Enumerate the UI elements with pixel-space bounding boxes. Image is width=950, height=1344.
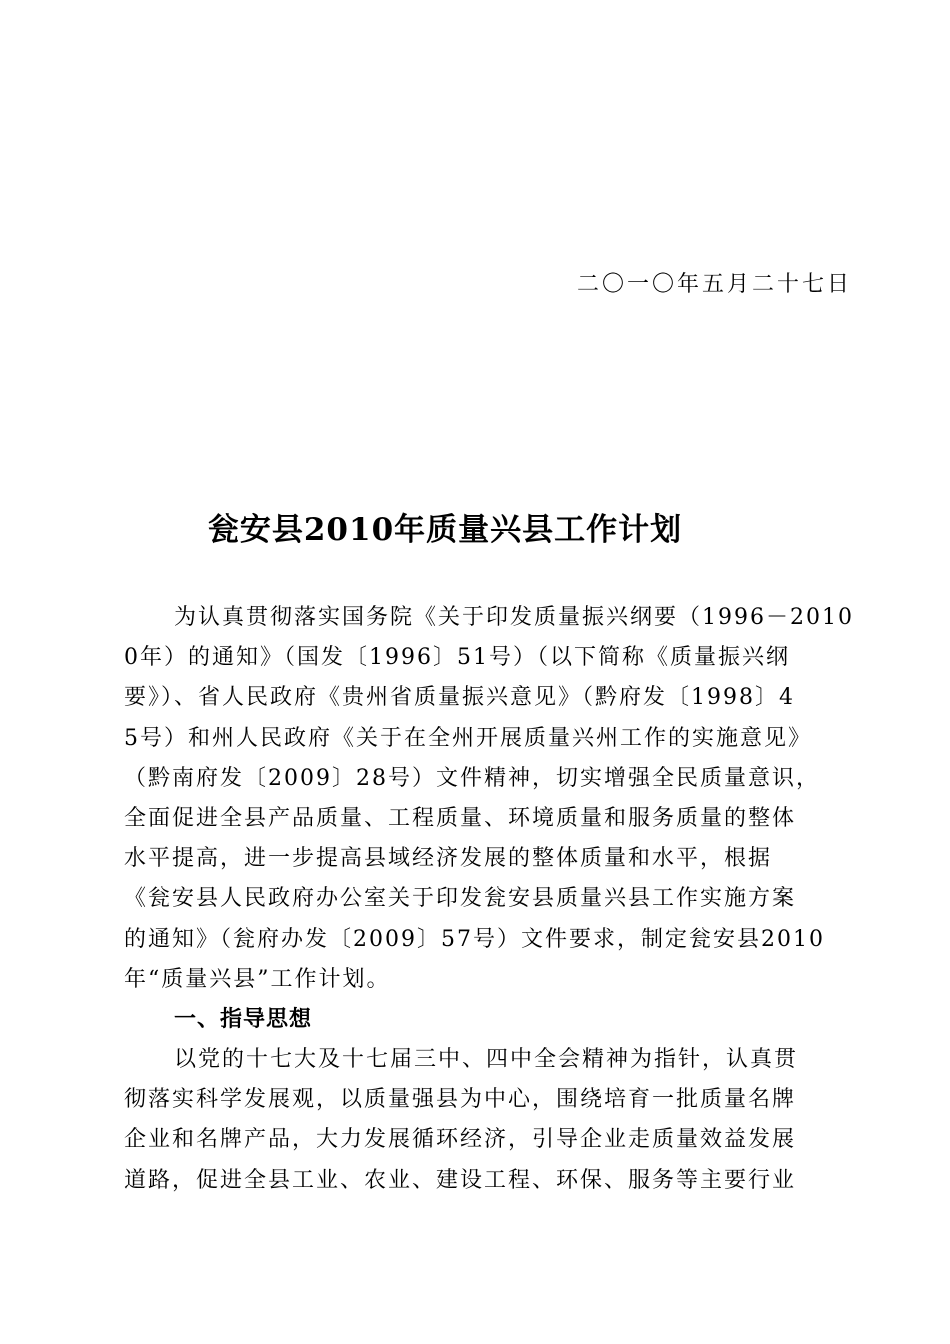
document-title: 瓮安县2010年质量兴县工作计划 (207, 512, 683, 548)
document-body (124, 598, 854, 1201)
paragraph-line: 彻落实科学发展观，以质量强县为中心，围绕培育一批质量名牌 (124, 1087, 797, 1113)
paragraph-line: 道路，促进全县工业、农业、建设工程、环保、服务等主要行业 (124, 1167, 797, 1193)
paragraph-line: 5号）和州人民政府《关于在全州开展质量兴州工作的实施意见》 (124, 725, 812, 751)
paragraph-line: 全面促进全县产品质量、工程质量、环境质量和服务质量的整体 (124, 805, 797, 831)
paragraph-line: 为认真贯彻落实国务院《关于印发质量振兴纲要（1996－2010 (174, 605, 854, 630)
paragraph-line: 的通知》（瓮府办发〔2009〕57号）文件要求，制定瓮安县2010 (124, 926, 825, 952)
paragraph-line: （黔南府发〔2009〕28号）文件精神，切实增强全民质量意识， (124, 765, 820, 791)
paragraph-line: 《瓮安县人民政府办公室关于印发瓮安县质量兴县工作实施方案 (124, 886, 797, 912)
paragraph-line: 年“质量兴县”工作计划。 (124, 966, 391, 992)
paragraph-line: 企业和名牌产品，大力发展循环经济，引导企业走质量效益发展 (124, 1127, 797, 1153)
paragraph-line: 要》）、省人民政府《贵州省质量振兴意见》（黔府发〔1998〕4 (124, 685, 795, 711)
section-heading: 一、指导思想 (174, 1006, 313, 1032)
document-date: 二〇一〇年五月二十七日 (576, 272, 852, 297)
paragraph-line: 水平提高，进一步提高县域经济发展的整体质量和水平，根据 (124, 846, 773, 872)
paragraph-line: 0年）的通知》（国发〔1996〕51号）（以下简称《质量振兴纲 (124, 645, 790, 671)
paragraph-line: 以党的十七大及十七届三中、四中全会精神为指针，认真贯 (174, 1047, 799, 1073)
